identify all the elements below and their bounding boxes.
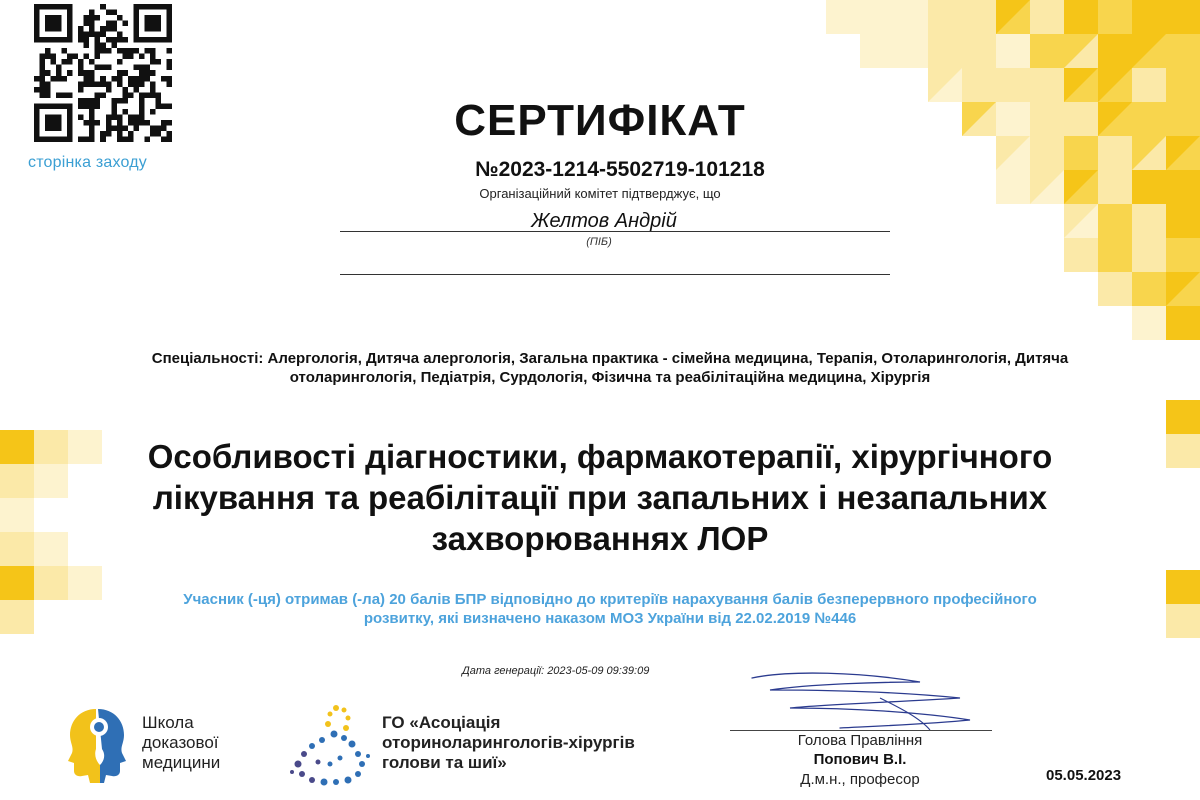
qr-module [133, 65, 139, 71]
qr-module [100, 32, 106, 38]
qr-module [56, 70, 62, 76]
qr-module [100, 43, 106, 49]
qr-module [78, 81, 84, 87]
logo-dot [331, 731, 338, 738]
qr-module [62, 59, 68, 65]
logo-dot [345, 777, 352, 784]
qr-module [95, 54, 101, 60]
qr-module [133, 81, 139, 87]
qr-module [40, 59, 46, 65]
signature-icon [730, 668, 990, 738]
mosaic-tile [1166, 0, 1200, 34]
qr-module [78, 87, 84, 93]
mosaic-tile [928, 34, 962, 68]
qr-module [128, 76, 134, 82]
qr-module [89, 81, 95, 87]
qr-module [84, 81, 90, 87]
logo-dot [359, 761, 365, 767]
qr-module [106, 37, 112, 43]
qr-module [67, 4, 73, 43]
issue-date: 05.05.2023 [1046, 767, 1122, 784]
qr-module [78, 59, 84, 65]
mosaic-tile [962, 34, 996, 68]
mosaic-tile [1166, 400, 1200, 434]
qr-module [56, 65, 62, 71]
specialties-text: Спеціальності: Алергологія, Дитяча алергологія, Загальна практика - сімейна медицина, Терапія, Отоларингологія, Дитяча отоларингологія, Педіатрія, Сурдологія, Фізична та реабілітаційна медицина, Хірургія [151, 350, 1069, 386]
mosaic-tile [0, 600, 34, 634]
logo-dot [295, 761, 302, 768]
qr-module [106, 65, 112, 71]
logo-dot [316, 760, 321, 765]
qr-module [111, 21, 117, 27]
qr-module [100, 4, 106, 10]
association-logo-line: голови та шиї» [382, 753, 507, 772]
logo-dot [309, 777, 315, 783]
qr-module [34, 4, 73, 10]
name-caption: (ПІБ) [586, 236, 612, 248]
mosaic-tile [1098, 34, 1132, 68]
qr-module [84, 70, 90, 76]
mosaic-tile [0, 566, 34, 600]
qr-module [106, 10, 112, 16]
qr-module [133, 76, 139, 82]
school-logo-text [142, 713, 220, 773]
logo-dot [290, 770, 294, 774]
logo-dot [301, 751, 307, 757]
qr-module [67, 70, 73, 76]
school-logo-line: медицини [142, 753, 221, 772]
qr-module [45, 15, 62, 32]
qr-module [150, 54, 156, 60]
logo-dot [325, 721, 331, 727]
logo-dot [338, 756, 343, 761]
qr-module [128, 81, 134, 87]
qr-module [166, 48, 172, 54]
qr-module [150, 81, 156, 87]
qr-module [122, 48, 128, 54]
mosaic-tile [1166, 604, 1200, 638]
school-logo-icon [66, 705, 128, 783]
qr-module [122, 54, 128, 60]
qr-module [95, 81, 101, 87]
logo-dot [342, 708, 347, 713]
qr-module [40, 65, 46, 71]
mosaic-tile [1132, 306, 1166, 340]
qr-module [111, 26, 117, 32]
qr-module [117, 32, 123, 38]
qr-module [40, 54, 46, 60]
mosaic-tile [0, 430, 34, 464]
qr-module [84, 21, 90, 27]
bpr-points-text: Учасник (-ця) отримав (-ла) 20 балів БПР відповідно до критеріїв нарахування балів безперервного професійного розвитку, які визначено наказом МОЗ України від 22.02.2019 №446 [183, 591, 1037, 627]
qr-caption: сторінка заходу [28, 154, 147, 171]
qr-module [150, 48, 156, 54]
qr-module [89, 32, 95, 38]
qr-module [84, 32, 90, 38]
qr-module [139, 54, 145, 60]
qr-module [56, 76, 62, 82]
logo-dot [328, 712, 333, 717]
mosaic-tile [0, 464, 34, 498]
logo-dot [328, 762, 333, 767]
logo-dot [333, 705, 339, 711]
logo-dot [341, 735, 347, 741]
qr-module [144, 70, 150, 76]
qr-module [89, 59, 95, 65]
association-logo-line: ГО «Асоціація [382, 713, 501, 732]
association-logo-text [382, 713, 635, 773]
qr-module [144, 48, 150, 54]
qr-module [100, 65, 106, 71]
qr-module [161, 76, 167, 82]
qr-module [40, 70, 46, 76]
generation-date: Дата генерації: 2023-05-09 09:39:09 [462, 665, 650, 677]
qr-module [144, 76, 150, 82]
mosaic-tile [34, 532, 68, 566]
qr-module [133, 87, 139, 93]
mosaic-tile [1098, 0, 1132, 34]
confirmation-text: Організаційний комітет підтверджує, що [479, 186, 721, 201]
qr-module [111, 76, 117, 82]
recipient-name: Желтов Андрій [531, 210, 677, 232]
qr-module [62, 48, 68, 54]
qr-module [89, 76, 95, 82]
qr-module [117, 59, 123, 65]
mosaic-tile [826, 0, 860, 34]
qr-module [45, 87, 51, 93]
qr-module [117, 81, 123, 87]
qr-module [67, 59, 73, 65]
qr-module [78, 26, 84, 32]
qr-module [117, 15, 123, 21]
mosaic-tile [894, 0, 928, 34]
mosaic-tile [996, 34, 1030, 68]
qr-module [139, 70, 145, 76]
qr-module [62, 76, 68, 82]
logo-dot [349, 741, 356, 748]
qr-module [106, 81, 112, 87]
mosaic-tile [962, 0, 996, 34]
qr-module [133, 48, 139, 54]
qr-module [51, 54, 57, 60]
mosaic-tile [1030, 0, 1064, 34]
qr-module [166, 65, 172, 71]
mosaic-tile [1132, 272, 1166, 306]
mosaic-tile [68, 430, 102, 464]
qr-module [117, 37, 123, 43]
qr-module [166, 81, 172, 87]
qr-module [144, 15, 161, 32]
qr-module [111, 43, 117, 49]
qr-module [40, 76, 46, 82]
qr-module [45, 70, 51, 76]
logo-dot [319, 737, 325, 743]
qr-module [100, 26, 106, 32]
qr-module [106, 26, 112, 32]
mosaic-tile [1132, 0, 1166, 34]
qr-module [122, 70, 128, 76]
qr-module [150, 70, 156, 76]
qr-module [95, 43, 101, 49]
qr-module [89, 15, 95, 21]
qr-module [122, 21, 128, 27]
certificate-title: СЕРТИФІКАТ [454, 96, 746, 145]
logo-dot [366, 754, 370, 758]
qr-module [84, 37, 90, 43]
logo-dot [333, 779, 339, 785]
qr-module [106, 87, 112, 93]
qr-module [45, 48, 51, 54]
qr-module [34, 4, 40, 43]
course-title: Особливості діагностики, фармакотерапії, хірургічного лікування та реабілітації при запальних і незапальних захворюваннях ЛОР [147, 438, 1053, 557]
logo-dot [299, 771, 305, 777]
qr-module [139, 76, 145, 82]
school-logo-line: доказової [142, 733, 219, 752]
mosaic-tile [0, 532, 34, 566]
qr-module [144, 65, 150, 71]
logo-dot [343, 725, 349, 731]
qr-module [100, 76, 106, 82]
logo-dot [355, 751, 361, 757]
qr-module [34, 37, 73, 43]
qr-module [100, 48, 106, 54]
mosaic-tile [1166, 570, 1200, 604]
qr-module [128, 48, 134, 54]
qr-module [133, 4, 172, 10]
qr-module [166, 76, 172, 82]
qr-module [78, 70, 84, 76]
qr-module [67, 54, 73, 60]
qr-module [106, 21, 112, 27]
qr-module [89, 70, 95, 76]
mosaic-tile [860, 34, 894, 68]
mosaic-tile [1166, 34, 1200, 68]
qr-module [95, 15, 101, 21]
logo-dot [321, 779, 328, 786]
qr-module [84, 15, 90, 21]
mosaic-tile [34, 464, 68, 498]
qr-module [150, 59, 156, 65]
qr-module [111, 37, 117, 43]
qr-module [51, 76, 57, 82]
blank-line [340, 274, 890, 275]
logo-dot [355, 771, 361, 777]
qr-module [34, 87, 40, 93]
association-logo-line: оториноларингологів-хірургів [382, 733, 635, 752]
qr-module [139, 81, 145, 87]
mosaic-tile [1166, 434, 1200, 468]
mosaic-tile [34, 566, 68, 600]
certificate-number: №2023-1214-5502719-101218 [475, 158, 765, 181]
qr-module [106, 48, 112, 54]
qr-module [95, 32, 101, 38]
mosaic-tile [1098, 272, 1132, 306]
qr-module [95, 37, 101, 43]
qr-module [150, 87, 156, 93]
qr-module [78, 37, 84, 43]
mosaic-tile [0, 498, 34, 532]
qr-module [128, 54, 134, 60]
qr-module [111, 10, 117, 16]
qr-module [45, 81, 51, 87]
qr-module [122, 37, 128, 43]
signatory-degree: Д.м.н., професор [800, 771, 920, 788]
qr-module [84, 43, 90, 49]
qr-module [166, 4, 172, 43]
qr-module [84, 76, 90, 82]
mosaic-tile [1030, 34, 1064, 68]
mosaic-tile [894, 34, 928, 68]
mosaic-tile [860, 0, 894, 34]
qr-module [89, 21, 95, 27]
qr-module [95, 65, 101, 71]
qr-module [155, 59, 161, 65]
qr-module [84, 54, 90, 60]
school-logo-line: Школа [142, 713, 194, 732]
qr-module [122, 87, 128, 93]
logo-dot [346, 716, 351, 721]
qr-module [100, 81, 106, 87]
qr-module [78, 65, 84, 71]
mosaic-tile [1166, 306, 1200, 340]
qr-module [73, 54, 79, 60]
signatory-name: Попович В.І. [813, 751, 907, 768]
qr-module [166, 59, 172, 65]
qr-module [40, 81, 46, 87]
qr-module [139, 65, 145, 71]
mosaic-tile [68, 566, 102, 600]
qr-module [45, 54, 51, 60]
qr-module [117, 76, 123, 82]
logo-dot [309, 743, 315, 749]
association-logo-icon [282, 702, 372, 788]
qr-module [89, 10, 95, 16]
qr-module [51, 59, 57, 65]
qr-module [133, 37, 172, 43]
qr-module [40, 87, 46, 93]
qr-module [133, 4, 139, 43]
mosaic-tile [34, 430, 68, 464]
qr-module [95, 48, 101, 54]
qr-module [34, 76, 40, 82]
mosaic-tile [928, 0, 962, 34]
signature-line [730, 730, 992, 731]
qr-module [117, 48, 123, 54]
signatory-position: Голова Правління [797, 732, 923, 749]
qr-module [89, 26, 95, 32]
qr-module [78, 32, 84, 38]
qr-module [117, 70, 123, 76]
